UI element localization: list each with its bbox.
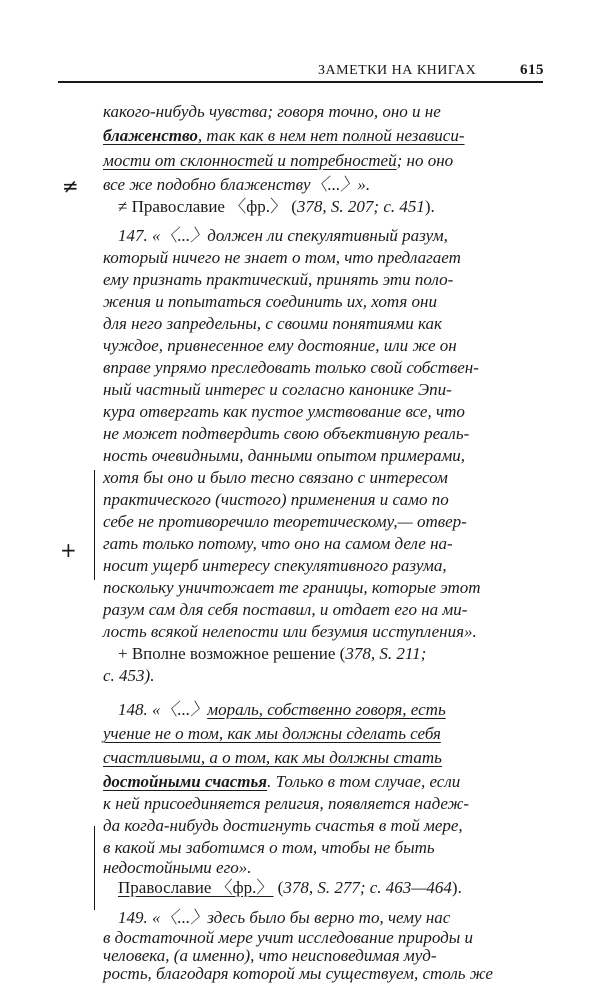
text-line: поскольку уничтожает те границы, которые этот	[103, 578, 481, 597]
text-line: рость, благодаря которой мы существуем, столь же	[103, 964, 493, 983]
text-line: жения и попытаться соединить их, хотя они	[103, 292, 437, 311]
text-line: недостойными его».	[103, 858, 252, 877]
not-equal-margin-mark: ≠	[62, 174, 79, 198]
header-rule	[58, 81, 543, 83]
text-line: с. 453).	[103, 666, 155, 685]
marginal-note: + Вполне возможное решение (378, S. 211;	[118, 644, 427, 663]
text-line: в какой мы заботимся о том, чтобы не быть	[103, 838, 435, 857]
text-line: лость всякой нелепости или безумия исступления».	[103, 622, 477, 641]
text-line: достойными счастья. Только в том случае, если	[103, 772, 461, 791]
text-line: не может подтвердить свою объективную реаль-	[103, 424, 470, 443]
text-line: ему признать практический, принять эти поло-	[103, 270, 454, 289]
text-line: счастливыми, а о том, как мы должны стать	[103, 748, 442, 767]
text-line: да когда-нибудь достигнуть счастья в той мере,	[103, 816, 463, 835]
text-line: блаженство, так как в нем нет полной независи-	[103, 126, 465, 145]
text-line: гать только потому, что оно на самом деле на-	[103, 534, 453, 553]
paragraph-149-start: 149. «〈...〉здесь было бы верно то, чему нас	[118, 908, 451, 927]
text-line: ность очевидными, данными опытом примерами,	[103, 446, 466, 465]
text-line: который ничего не знает о том, что предлагает	[103, 248, 461, 267]
text-line: все же подобно блаженству〈...〉».	[103, 175, 371, 194]
text-line: кура отвергать как пустое умствование все, что	[103, 402, 465, 421]
plus-margin-mark: +	[60, 538, 77, 562]
text-line: учение не о том, как мы должны сделать себя	[103, 724, 441, 743]
text-line: чуждое, привнесенное ему достояние, или же он	[103, 336, 457, 355]
text-line: какого-нибудь чувства; говоря точно, оно и не	[103, 102, 441, 121]
page-number: 615	[520, 62, 544, 78]
text-line: в достаточной мере учит исследование природы и	[103, 928, 474, 947]
text-line: к ней присоединяется религия, появляется надеж-	[103, 794, 469, 813]
running-header-title: ЗАМЕТКИ НА КНИГАХ	[318, 63, 477, 78]
text-line: хотя бы оно и было тесно связано с интересом	[103, 468, 448, 487]
paragraph-148-start: 148. «〈...〉мораль, собственно говоря, есть	[118, 700, 446, 719]
margin-vertical-line	[94, 470, 95, 580]
text-line: вправе упрямо преследовать только свой собствен-	[103, 358, 479, 377]
margin-vertical-line	[94, 826, 95, 910]
text-line: разум сам для себя поставил, и отдает его на ми-	[103, 600, 468, 619]
text-line: для него запредельны, с своими понятиями как	[103, 314, 442, 333]
text-line: человека, (а именно), что неисповедимая муд-	[103, 946, 437, 965]
marginal-note: ≠ Православие 〈фр.〉 (378, S. 207; с. 451).	[118, 197, 435, 216]
text-line: носит ущерб интересу спекулятивного разума,	[103, 556, 447, 575]
running-header	[318, 62, 544, 78]
paragraph-147-start: 147. «〈...〉должен ли спекулятивный разум,	[118, 226, 448, 245]
text-line: себе не противоречило теоретическому,— отвер-	[103, 512, 467, 531]
marginal-note: Православие 〈фр.〉 (378, S. 277; с. 463—464).	[118, 878, 462, 897]
text-line: ный частный интерес и согласно канонике Эпи-	[103, 380, 452, 399]
text-line: мости от склонностей и потребностей; но оно	[103, 151, 454, 170]
text-line: практического (чистого) применения и само по	[103, 490, 449, 509]
